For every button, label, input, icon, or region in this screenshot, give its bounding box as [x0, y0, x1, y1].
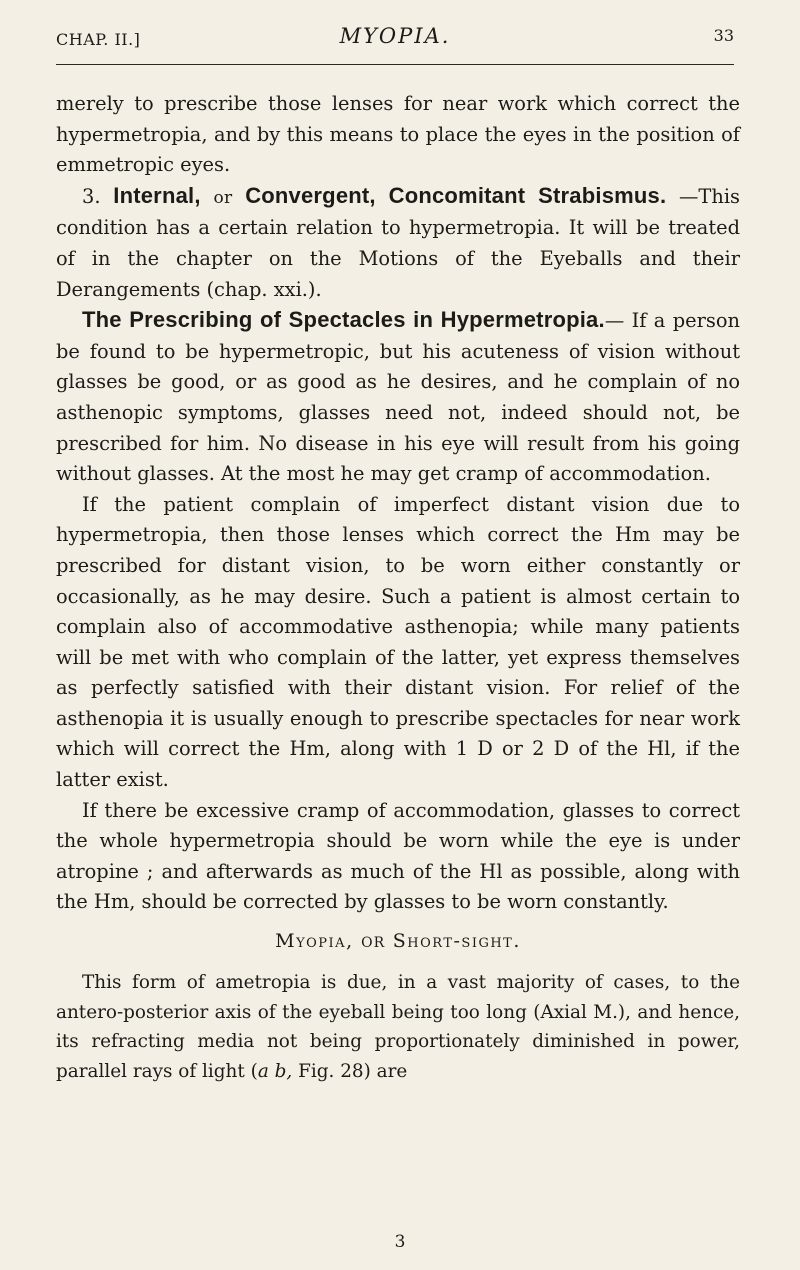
paragraph-strabismus — [56, 181, 740, 305]
section-heading — [56, 926, 740, 958]
paragraph-text: This form of ametropia is due, in a vast majority of cases, to the antero-posterior axis of the eyeball being too long (Axial M.), and hence, its refracting media not being proportionately diminished in power, parallel rays of light ( — [56, 972, 740, 1082]
paragraph-text: If the patient complain of imperfect distant vision due to hypermetropia, then those lenses which correct the Hm may be prescribed for distant vision, to be worn either constantly or occasionally, as he may desire. Such a patient is almost certain to complain also of accommodative asthenopia; while many patients will be met with who complain of the latter, yet express themselves as perfectly satisfied with their distant vision. For relief of the asthenopia it is usually enough to prescribe spectacles for near work which will correct the Hm, along with 1 D or 2 D of the Hl, if the latter exist. — [56, 492, 740, 792]
paragraph-cramp — [56, 796, 740, 918]
inline-heading — [113, 183, 666, 208]
section-title-or: OR — [361, 935, 386, 952]
paragraph-text: merely to prescribe those lenses for near work which correct the hypermetropia, and by this means to place the eyes in the position of emmetropic eyes. — [56, 92, 740, 177]
signature-mark: 3 — [394, 1232, 406, 1252]
paragraph-text: —This condition has a certain relation to hypermetropia. It will be treated of in the chapter on the Motions of the Eyeballs and their Derangements (chap. xxi.). — [56, 184, 740, 301]
paragraph-myopia — [56, 968, 740, 1086]
paragraph-text: If there be excessive cramp of accommodation, glasses to correct the whole hypermetropia should be worn while the eye is under atropine ; and afterwards as much of the Hl as possible, along with the Hm, should be corrected by glasses to be worn constantly. — [56, 798, 740, 914]
heading-part: Internal, — [113, 182, 201, 208]
paragraph-text: Fig. 28) are — [292, 1060, 408, 1082]
item-number: 3. — [82, 184, 101, 208]
paragraph-text: — If a person be found to be hypermetropic, but his acuteness of vision without glasses be good, or as good as he desires, and he complain of no asthenopic symptoms, glasses need not, indeed should not, be prescribed for him. No disease in his eye will result from his going without glasses. At the most he may get cramp of accommodation. — [56, 309, 740, 486]
section-title-part: Myopia, — [275, 930, 354, 953]
inline-heading: The Prescribing of Spectacles in Hypermetropia. — [82, 307, 605, 333]
section-title-part: Short-sight. — [392, 930, 521, 953]
paragraph-distant-vision — [56, 490, 740, 796]
paragraph-continuation — [56, 89, 740, 181]
chapter-label: CHAP. II.] — [56, 30, 141, 49]
paragraph-prescribing — [56, 305, 740, 490]
running-title: MYOPIA. — [339, 24, 451, 48]
figure-ref-italic: a b, — [257, 1060, 293, 1082]
running-head — [56, 0, 734, 65]
heading-or: or — [213, 187, 233, 208]
body-text — [56, 89, 740, 1086]
page-number: 33 — [713, 26, 734, 45]
heading-part: Convergent, Concomitant Strabismus. — [245, 182, 667, 208]
